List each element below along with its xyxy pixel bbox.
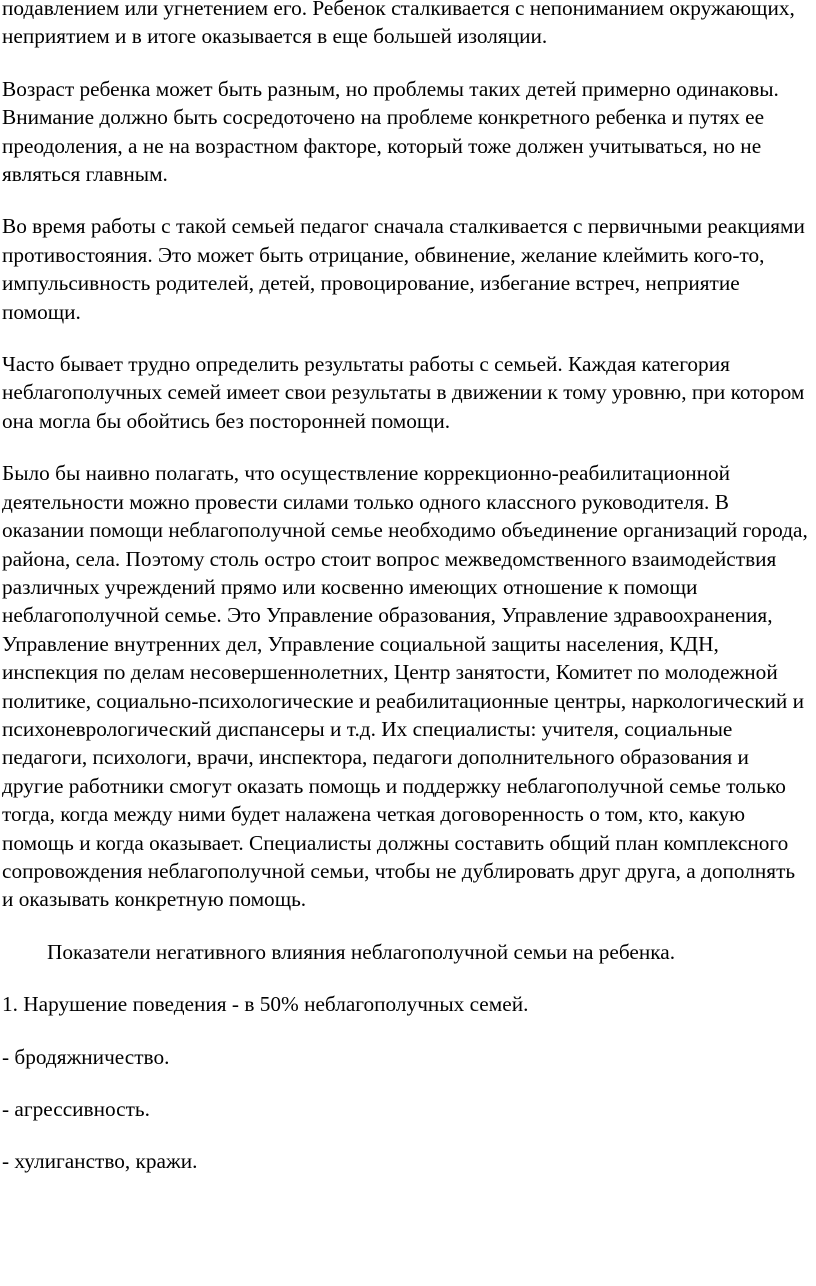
list-item: 1. Нарушение поведения - в 50% неблагополучных семей.: [2, 992, 529, 1017]
body-paragraph: подавлением или угнетением его. Ребенок сталкивается с непониманием окружающих, неприятием и в итоге оказывается в еще большей изоляции.: [2, 0, 795, 49]
body-paragraph: Было бы наивно полагать, что осуществление коррекционно-реабилитационной деятельности можно провести силами только одного классного руководителя. В оказании помощи неблагополучной семье необходимо объединение организаций города, района, села. Поэтому столь остро стоит вопрос межведомственного взаимодействия различных учреждений прямо или косвенно имеющих отношение к помощи неблагополучной семье. Это Управление образования, Управление здравоохранения, Управление внутренних дел, Управление социальной защиты населения, КДН, инспекция по делам несовершеннолетних, Центр занятости, Комитет по молодежной политике, социально-психологические и реабилитационные центры, наркологический и психоневрологический диспансеры и т.д. Их специалисты: учителя, социальные педагоги, психологи, врачи, инспектора, педагоги дополнительного образования и другие работники смогут оказать помощь и поддержку неблагополучной семье только тогда, когда между ними будет налажена четкая договоренность о том, кто, какую помощь и когда оказывает. Специалисты должны составить общий план комплексного сопровождения неблагополучной семьи, чтобы не дублировать друг друга, а дополнять и оказывать конкретную помощь.: [2, 461, 808, 912]
section-heading: Показатели негативного влияния неблагополучной семьи на ребенка.: [47, 939, 676, 964]
list-item: - агрессивность.: [2, 1097, 150, 1121]
body-paragraph: Во время работы с такой семьей педагог сначала сталкивается с первичными реакциями противостояния. Это может быть отрицание, обвинение, желание клеймить кого-то, импульсивность родителей, детей, провоцирование, избегание встреч, неприятие помощи.: [2, 214, 805, 324]
body-paragraph: Часто бывает трудно определить результаты работы с семьей. Каждая категория неблагополучных семей имеет свои результаты в движении к тому уровню, при котором она могла бы обойтись без посторонней помощи.: [2, 352, 805, 433]
list-item: - хулиганство, кражи.: [2, 1149, 198, 1174]
body-paragraph: Возраст ребенка может быть разным, но проблемы таких детей примерно одинаковы. Внимание должно быть сосредоточено на проблеме конкретного ребенка и путях ее преодоления, а не на возрастном факторе, который тоже должен учитываться, но не являться главным.: [2, 76, 779, 187]
list-item: - бродяжничество.: [2, 1044, 170, 1069]
